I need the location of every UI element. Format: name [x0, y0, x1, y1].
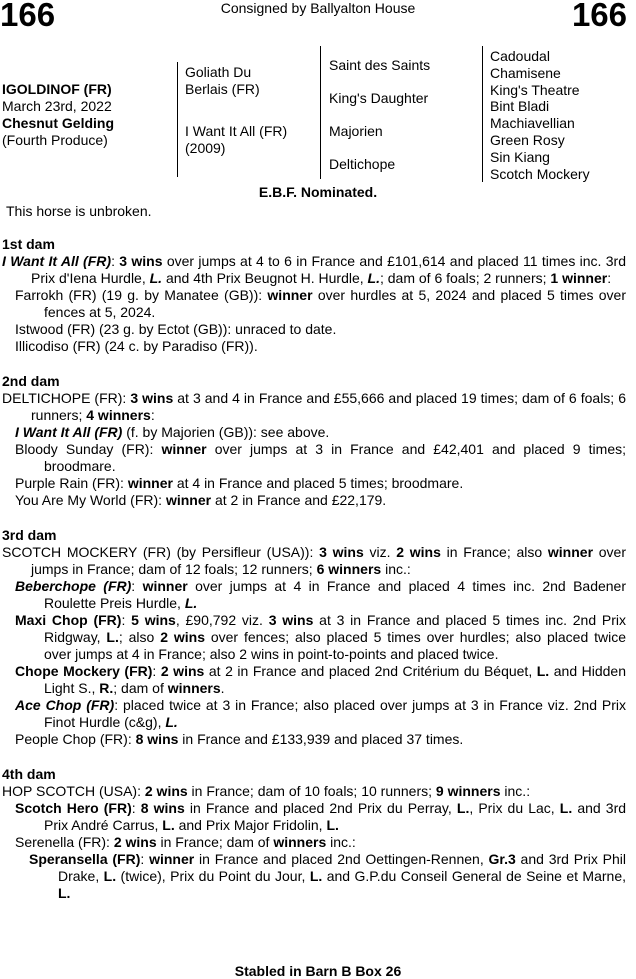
section-heading: 1st dam	[2, 236, 55, 252]
horse-details	[2, 81, 114, 149]
ebf-nominated: E.B.F. Nominated.	[258, 184, 378, 200]
progeny-entry: Illicodiso (FR) (24 c. by Paradiso (FR)).	[15, 338, 258, 354]
pedigree-dam: I Want It All (FR) (2009)	[185, 123, 288, 156]
horse-description: Chesnut Gelding	[2, 115, 114, 131]
section-heading: 4th dam	[2, 766, 56, 782]
pedigree-third-generation	[490, 48, 590, 182]
dam-entry: DELTICHOPE (FR): 3 wins at 3 and 4 in France and £55,666 and placed 19 times; dam of 6 foals; 6 runners; 4 winners:	[2, 390, 626, 423]
progeny-entry: Maxi Chop (FR): 5 wins, £90,792 viz. 3 wins at 3 in France and placed 5 times inc. 2nd Prix Ridgway, L.; also 2 wins over fences; also placed 5 times over hurdles; also placed twice over jumps at 4 in France; also 2 wins in point-to-points and placed twice.	[15, 612, 627, 662]
stabling-info: Stabled in Barn B Box 26	[234, 963, 402, 979]
progeny-entry: Beberchope (FR): winner over jumps at 4 in France and placed 4 times inc. 2nd Badener Roulette Preis Hurdle, L.	[15, 578, 627, 611]
gg-4: Bint Bladi	[490, 98, 550, 115]
section-heading: 2nd dam	[2, 373, 60, 389]
pedigree-sire-dam: King's Daughter	[329, 90, 429, 106]
progeny-entry: I Want It All (FR) (f. by Majorien (GB)): see above.	[15, 424, 330, 440]
section-1st-dam	[2, 236, 626, 355]
dam-entry: HOP SCOTCH (USA): 2 wins in France; dam of 10 foals; 10 runners; 9 winners inc.:	[2, 783, 531, 799]
gg-5: Machiavellian	[490, 115, 575, 132]
section-2nd-dam	[2, 373, 626, 509]
horse-name: IGOLDINOF (FR)	[2, 81, 112, 97]
progeny-entry: Chope Mockery (FR): 2 wins at 2 in France and placed 2nd Critérium du Béquet, L. and Hidden Light S., R.; dam of winners.	[15, 663, 627, 696]
progeny-entry: Serenella (FR): 2 wins in France; dam of winners inc.:	[15, 834, 356, 850]
progeny-entry: Istwood (FR) (23 g. by Ectot (GB)): unraced to date.	[15, 321, 337, 337]
dam-entry: I Want It All (FR): 3 wins over jumps at 4 to 6 in France and £101,614 and placed 11 times inc. 3rd Prix d'Iena Hurdle, L. and 4th Prix Beugnot H. Hurdle, L.; dam of 6 foals; 2 runners; 1 winner:	[2, 253, 627, 286]
horse-produce: (Fourth Produce)	[2, 132, 108, 148]
pedigree-bracket-1	[177, 62, 178, 177]
progeny-entry: Speransella (FR): winner in France and placed 2nd Oettingen-Rennen, Gr.3 and 3rd Prix Phil Drake, L. (twice), Prix du Point du Jour, L. and G.P.du Conseil General de Seine et Marne, L.	[29, 851, 627, 901]
progeny-entry: Purple Rain (FR): winner at 4 in France and placed 5 times; broodmare.	[15, 475, 464, 491]
gg-6: Green Rosy	[490, 131, 565, 148]
progeny-entry: You Are My World (FR): winner at 2 in France and £22,179.	[15, 492, 387, 508]
horse-foaled: March 23rd, 2022	[2, 98, 112, 114]
section-3rd-dam	[2, 527, 626, 748]
gg-7: Sin Kiang	[490, 148, 550, 165]
progeny-entry: Farrokh (FR) (19 g. by Manatee (GB)): winner over hurdles at 5, 2024 and placed 5 times over fences at 5, 2024.	[15, 287, 626, 320]
catalogue-body	[2, 236, 626, 902]
pedigree-dam-sire: Majorien	[329, 123, 383, 139]
pedigree-dam-dam: Deltichope	[329, 156, 396, 172]
consignor: Consigned by Ballyalton House	[220, 0, 416, 16]
pedigree-bracket-3	[482, 46, 483, 182]
lot-number-left: 166	[0, 0, 56, 33]
gg-1: Cadoudal	[490, 48, 550, 64]
section-heading: 3rd dam	[2, 527, 57, 543]
progeny-entry: Scotch Hero (FR): 8 wins in France and placed 2nd Prix du Perray, L., Prix du Lac, L. and 3rd Prix André Carrus, L. and Prix Major Fridolin, L.	[15, 800, 627, 833]
pedigree-sire-sire: Saint des Saints	[329, 57, 431, 73]
gg-2: Chamisene	[490, 64, 561, 81]
pedigree-bracket-2	[320, 46, 321, 179]
gg-8: Scotch Mockery	[490, 165, 590, 182]
progeny-entry: Ace Chop (FR): placed twice at 3 in France; also placed over jumps at 3 in France viz. 2nd Prix Finot Hurdle (c&g), L.	[15, 697, 626, 730]
gg-3: King's Theatre	[490, 81, 580, 98]
pedigree-sire: Goliath Du Berlais (FR)	[185, 64, 260, 97]
unbroken-note: This horse is unbroken.	[6, 203, 152, 219]
lot-number-right: 166	[571, 0, 627, 33]
progeny-entry: People Chop (FR): 8 wins in France and £133,939 and placed 37 times.	[15, 731, 464, 747]
progeny-entry: Bloody Sunday (FR): winner over jumps at 3 in France and £42,401 and placed 9 times; broodmare.	[15, 441, 626, 474]
section-4th-dam	[2, 766, 626, 902]
dam-entry: SCOTCH MOCKERY (FR) (by Persifleur (USA)): 3 wins viz. 2 wins in France; also winner over jumps in France; dam of 12 foals; 12 runners; 6 winners inc.:	[2, 544, 627, 577]
